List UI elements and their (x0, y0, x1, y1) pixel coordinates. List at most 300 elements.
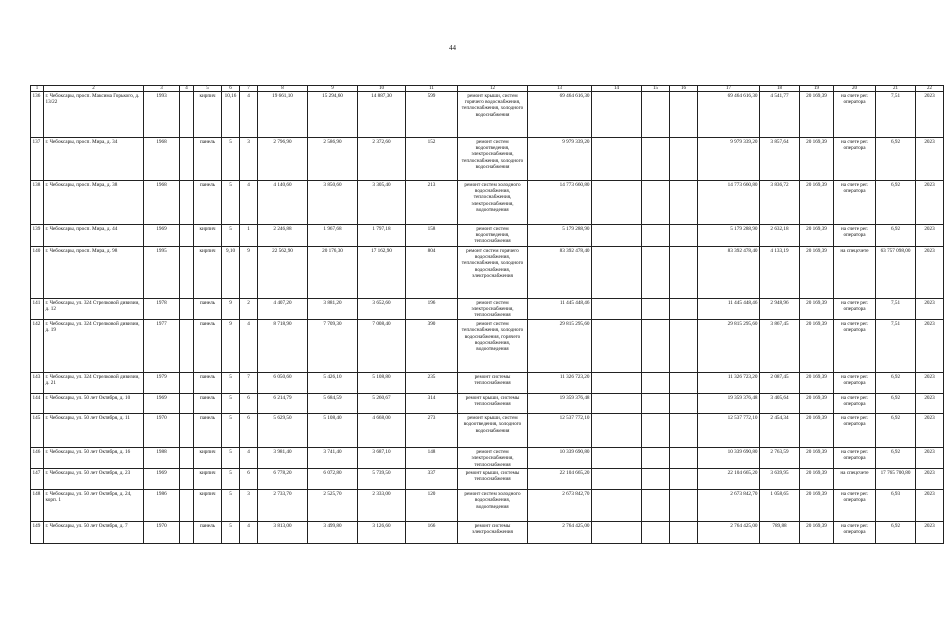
cost-cell: 9 979 339,20 (528, 138, 592, 181)
empty-cell (180, 299, 194, 320)
unit-cost-cell: 1 058,65 (760, 490, 800, 522)
row-number: 146 (31, 448, 44, 469)
residents-cell: 273 (406, 414, 458, 448)
empty-cell (642, 247, 670, 299)
wall-material-cell: кирпич (194, 247, 222, 299)
empty-cell (180, 92, 194, 138)
fund-method-cell: на счете рег. оператора (834, 490, 876, 522)
fund-cost-cell: 2 673 842,70 (698, 490, 760, 522)
residents-cell: 152 (406, 138, 458, 181)
premises-area-cell: 2 586,90 (308, 138, 358, 181)
premises-area-cell: 20 176,30 (308, 247, 358, 299)
row-number: 139 (31, 225, 44, 247)
empty-cell (180, 448, 194, 469)
residential-area-cell: 5 739,50 (358, 469, 406, 490)
entrances-cell: 6 (240, 469, 258, 490)
column-number-7: 7 (240, 86, 258, 92)
cost-cell: 19 359 376,48 (528, 394, 592, 414)
premises-area-cell: 3 881,20 (308, 299, 358, 320)
empty-cell (592, 181, 642, 225)
empty-cell (180, 490, 194, 522)
fund-cost-cell: 69 464 616,30 (698, 92, 760, 138)
table-row (31, 247, 944, 299)
empty-cell (670, 469, 698, 490)
address-cell: г. Чебоксары, ул. 324 Стрелковой дивизии, д. 21 (44, 373, 144, 394)
wall-material-cell: панель (194, 299, 222, 320)
total-area-cell: 4 407,20 (258, 299, 308, 320)
fund-cost-cell: 29 815 295,60 (698, 320, 760, 373)
year-cell: 1979 (144, 373, 180, 394)
limit-cost-cell: 20 169,39 (800, 522, 834, 544)
table-row (31, 490, 944, 522)
total-area-cell: 6 778,20 (258, 469, 308, 490)
repair-works-cell: ремонт систем теплоснабжения, холодного водоснабжения, горячего водоснабжения, водоотведения (458, 320, 528, 373)
wall-material-cell: панель (194, 181, 222, 225)
wall-material-cell: кирпич (194, 225, 222, 247)
limit-cost-cell: 20 169,39 (800, 448, 834, 469)
year-cell: 1977 (144, 320, 180, 373)
fund-cost-cell: 9 979 339,20 (698, 138, 760, 181)
address-cell: г. Чебоксары, ул. 50 лет Октября, д. 7 (44, 522, 144, 544)
fund-cost-cell: 22 104 665,20 (698, 469, 760, 490)
floors-cell: 9 (222, 299, 240, 320)
floors-cell: 5 (222, 138, 240, 181)
table-row (31, 373, 944, 394)
premises-area-cell: 5 684,59 (308, 394, 358, 414)
empty-cell (592, 299, 642, 320)
empty-cell (670, 448, 698, 469)
rate-cell: 6,92 (876, 448, 916, 469)
residential-area-cell: 4 668,00 (358, 414, 406, 448)
row-number: 136 (31, 92, 44, 138)
table-row (31, 320, 944, 373)
rate-cell: 7,51 (876, 320, 916, 373)
year-cell: 1970 (144, 414, 180, 448)
unit-cost-cell: 2 948,96 (760, 299, 800, 320)
address-cell: г. Чебоксары, ул. 50 лет Октября, д. 16 (44, 448, 144, 469)
year-cell: 1969 (144, 394, 180, 414)
floors-cell: 5 (222, 373, 240, 394)
column-number-18: 18 (760, 86, 800, 92)
unit-cost-cell: 4 133,19 (760, 247, 800, 299)
column-number-2: 2 (44, 86, 144, 92)
deadline-cell: 2023 (916, 299, 944, 320)
repair-works-cell: ремонт систем водоотведения, электроснабжения, теплоснабжения, холодного водоснабжения (458, 138, 528, 181)
entrances-cell: 4 (240, 448, 258, 469)
wall-material-cell: панель (194, 414, 222, 448)
row-number: 137 (31, 138, 44, 181)
wall-material-cell: панель (194, 373, 222, 394)
deadline-cell: 2023 (916, 320, 944, 373)
unit-cost-cell: 2 454,34 (760, 414, 800, 448)
fund-method-cell: на счете рег. оператора (834, 181, 876, 225)
row-number: 140 (31, 247, 44, 299)
limit-cost-cell: 20 169,39 (800, 490, 834, 522)
unit-cost-cell: 2 632,18 (760, 225, 800, 247)
entrances-cell: 9 (240, 247, 258, 299)
fund-cost-cell: 14 773 660,80 (698, 181, 760, 225)
residential-area-cell: 14 887,30 (358, 92, 406, 138)
empty-cell (180, 414, 194, 448)
column-number-4: 4 (180, 86, 194, 92)
wall-material-cell: кирпич (194, 490, 222, 522)
column-number-20: 20 (834, 86, 876, 92)
repair-works-cell: ремонт систем холодного водоснабжения, водоотведения (458, 490, 528, 522)
unit-cost-cell: 3 836,72 (760, 181, 800, 225)
unit-cost-cell: 2 763,59 (760, 448, 800, 469)
limit-cost-cell: 20 169,39 (800, 92, 834, 138)
repair-works-cell: ремонт крыши, системы теплоснабжения (458, 469, 528, 490)
table-row (31, 394, 944, 414)
cost-cell: 11 445 448,46 (528, 299, 592, 320)
residents-cell: 235 (406, 373, 458, 394)
fund-method-cell: на счете рег. оператора (834, 92, 876, 138)
deadline-cell: 2023 (916, 92, 944, 138)
year-cell: 1969 (144, 469, 180, 490)
empty-cell (670, 247, 698, 299)
column-number-12: 12 (458, 86, 528, 92)
deadline-cell: 2023 (916, 448, 944, 469)
total-area-cell: 6 214,79 (258, 394, 308, 414)
empty-cell (592, 469, 642, 490)
repair-works-cell: ремонт крыши, систем водоотведения, холодного водоснабжения (458, 414, 528, 448)
table-row (31, 469, 944, 490)
rate-cell: 6,92 (876, 414, 916, 448)
residential-area-cell: 2 372,60 (358, 138, 406, 181)
rate-cell: 6,92 (876, 181, 916, 225)
fund-method-cell: на счете рег. оператора (834, 373, 876, 394)
table-row (31, 448, 944, 469)
deadline-cell: 2023 (916, 490, 944, 522)
residents-cell: 166 (406, 522, 458, 544)
empty-cell (670, 373, 698, 394)
entrances-cell: 6 (240, 394, 258, 414)
repair-works-cell: ремонт крыши, систем горячего водоснабжения, теплоснабжения, холодного водоснабжения (458, 92, 528, 138)
row-number: 147 (31, 469, 44, 490)
empty-cell (642, 448, 670, 469)
repair-works-cell: ремонт систем электроснабжения, теплоснабжения (458, 299, 528, 320)
empty-cell (180, 469, 194, 490)
repair-works-cell: ремонт системы электроснабжения (458, 522, 528, 544)
year-cell: 1968 (144, 138, 180, 181)
empty-cell (592, 138, 642, 181)
rate-cell: 17 765 700,80 (876, 469, 916, 490)
empty-cell (642, 225, 670, 247)
row-number: 141 (31, 299, 44, 320)
deadline-cell: 2023 (916, 394, 944, 414)
floors-cell: 9 (222, 320, 240, 373)
residents-cell: 804 (406, 247, 458, 299)
entrances-cell: 3 (240, 138, 258, 181)
residential-area-cell: 5 108,80 (358, 373, 406, 394)
row-number: 149 (31, 522, 44, 544)
empty-cell (670, 92, 698, 138)
rate-cell: 63 757 098,00 (876, 247, 916, 299)
limit-cost-cell: 20 169,39 (800, 247, 834, 299)
empty-cell (180, 225, 194, 247)
row-number: 143 (31, 373, 44, 394)
premises-area-cell: 2 525,70 (308, 490, 358, 522)
table-row (31, 92, 944, 138)
empty-cell (642, 181, 670, 225)
wall-material-cell: кирпич (194, 448, 222, 469)
residential-area-cell: 3 687,10 (358, 448, 406, 469)
fund-cost-cell: 10 339 690,80 (698, 448, 760, 469)
total-area-cell: 22 562,90 (258, 247, 308, 299)
residents-cell: 599 (406, 92, 458, 138)
premises-area-cell: 3 499,80 (308, 522, 358, 544)
year-cell: 1968 (144, 181, 180, 225)
residential-area-cell: 2 333,00 (358, 490, 406, 522)
limit-cost-cell: 20 169,39 (800, 138, 834, 181)
entrances-cell: 1 (240, 225, 258, 247)
empty-cell (670, 522, 698, 544)
premises-area-cell: 3 850,60 (308, 181, 358, 225)
column-number-17: 17 (698, 86, 760, 92)
fund-method-cell: на счете рег. оператора (834, 522, 876, 544)
address-cell: г. Чебоксары, ул. 324 Стрелковой дивизии, д. 19 (44, 320, 144, 373)
rate-cell: 7,51 (876, 92, 916, 138)
empty-cell (592, 92, 642, 138)
year-cell: 1988 (144, 448, 180, 469)
column-number-5: 5 (194, 86, 222, 92)
address-cell: г. Чебоксары, ул. 324 Стрелковой дивизии, д. 12 (44, 299, 144, 320)
limit-cost-cell: 20 169,39 (800, 414, 834, 448)
fund-cost-cell: 12 537 772,10 (698, 414, 760, 448)
premises-area-cell: 5 108,40 (308, 414, 358, 448)
limit-cost-cell: 20 169,39 (800, 181, 834, 225)
residents-cell: 158 (406, 225, 458, 247)
empty-cell (642, 490, 670, 522)
rate-cell: 6,92 (876, 373, 916, 394)
address-cell: г. Чебоксары, ул. 50 лет Октября, д. 10 (44, 394, 144, 414)
entrances-cell: 4 (240, 181, 258, 225)
fund-method-cell: на счете рег. оператора (834, 448, 876, 469)
empty-cell (670, 394, 698, 414)
residential-area-cell: 5 260,67 (358, 394, 406, 414)
deadline-cell: 2023 (916, 138, 944, 181)
address-cell: г. Чебоксары, просп. Мира, д. 38 (44, 181, 144, 225)
premises-area-cell: 6 072,80 (308, 469, 358, 490)
residential-area-cell: 3 305,40 (358, 181, 406, 225)
residential-area-cell: 7 008,40 (358, 320, 406, 373)
column-number-11: 11 (406, 86, 458, 92)
row-number: 148 (31, 490, 44, 522)
floors-cell: 5 (222, 490, 240, 522)
entrances-cell: 7 (240, 373, 258, 394)
total-area-cell: 19 661,10 (258, 92, 308, 138)
floors-cell: 5 (222, 394, 240, 414)
empty-cell (592, 448, 642, 469)
empty-cell (180, 373, 194, 394)
repair-works-cell: ремонт крыши, системы теплоснабжения (458, 394, 528, 414)
unit-cost-cell: 3 639,95 (760, 469, 800, 490)
empty-cell (642, 394, 670, 414)
residents-cell: 213 (406, 181, 458, 225)
limit-cost-cell: 20 169,39 (800, 320, 834, 373)
year-cell: 1970 (144, 522, 180, 544)
wall-material-cell: кирпич (194, 92, 222, 138)
capital-repair-table (30, 85, 944, 544)
limit-cost-cell: 20 169,39 (800, 394, 834, 414)
column-number-8: 8 (258, 86, 308, 92)
total-area-cell: 8 718,90 (258, 320, 308, 373)
year-cell: 1986 (144, 490, 180, 522)
deadline-cell: 2023 (916, 469, 944, 490)
column-number-6: 6 (222, 86, 240, 92)
empty-cell (592, 320, 642, 373)
limit-cost-cell: 20 169,39 (800, 469, 834, 490)
entrances-cell: 3 (240, 490, 258, 522)
fund-method-cell: на счете рег. оператора (834, 225, 876, 247)
column-number-16: 16 (670, 86, 698, 92)
empty-cell (180, 138, 194, 181)
rate-cell: 6,93 (876, 490, 916, 522)
page-number: 44 (449, 44, 456, 52)
address-cell: г. Чебоксары, просп. Мира, д. 44 (44, 225, 144, 247)
fund-cost-cell: 11 326 723,20 (698, 373, 760, 394)
total-area-cell: 2 796,90 (258, 138, 308, 181)
total-area-cell: 5 629,50 (258, 414, 308, 448)
empty-cell (642, 469, 670, 490)
deadline-cell: 2023 (916, 225, 944, 247)
premises-area-cell: 5 426,10 (308, 373, 358, 394)
empty-cell (592, 394, 642, 414)
fund-method-cell: на счете рег. оператора (834, 320, 876, 373)
limit-cost-cell: 20 169,39 (800, 373, 834, 394)
year-cell: 1995 (144, 247, 180, 299)
fund-method-cell: на счете рег. оператора (834, 138, 876, 181)
empty-cell (670, 225, 698, 247)
entrances-cell: 6 (240, 414, 258, 448)
empty-cell (642, 138, 670, 181)
rate-cell: 6,92 (876, 394, 916, 414)
fund-method-cell: на счете рег. оператора (834, 414, 876, 448)
entrances-cell: 4 (240, 92, 258, 138)
floors-cell: 9,10 (222, 247, 240, 299)
table-body (31, 92, 944, 544)
fund-method-cell: на спецсчете (834, 247, 876, 299)
fund-method-cell: на счете рег. оператора (834, 299, 876, 320)
limit-cost-cell: 20 169,39 (800, 299, 834, 320)
entrances-cell: 4 (240, 522, 258, 544)
entrances-cell: 4 (240, 320, 258, 373)
deadline-cell: 2023 (916, 247, 944, 299)
residents-cell: 390 (406, 320, 458, 373)
row-number: 142 (31, 320, 44, 373)
empty-cell (180, 181, 194, 225)
fund-cost-cell: 83 392 478,40 (698, 247, 760, 299)
cost-cell: 12 537 772,10 (528, 414, 592, 448)
wall-material-cell: панель (194, 522, 222, 544)
premises-area-cell: 3 741,40 (308, 448, 358, 469)
cost-cell: 5 179 288,90 (528, 225, 592, 247)
rate-cell: 6,92 (876, 138, 916, 181)
wall-material-cell: кирпич (194, 469, 222, 490)
empty-cell (670, 414, 698, 448)
empty-cell (180, 522, 194, 544)
wall-material-cell: панель (194, 320, 222, 373)
residential-area-cell: 3 652,60 (358, 299, 406, 320)
rate-cell: 6,92 (876, 225, 916, 247)
total-area-cell: 3 813,00 (258, 522, 308, 544)
empty-cell (642, 299, 670, 320)
cost-cell: 14 773 660,80 (528, 181, 592, 225)
fund-cost-cell: 2 764 425,00 (698, 522, 760, 544)
year-cell: 1969 (144, 225, 180, 247)
row-number: 145 (31, 414, 44, 448)
empty-cell (592, 414, 642, 448)
empty-cell (642, 92, 670, 138)
empty-cell (642, 522, 670, 544)
column-number-3: 3 (144, 86, 180, 92)
residents-cell: 314 (406, 394, 458, 414)
empty-cell (592, 225, 642, 247)
column-number-21: 21 (876, 86, 916, 92)
deadline-cell: 2023 (916, 414, 944, 448)
premises-area-cell: 7 709,30 (308, 320, 358, 373)
empty-cell (592, 373, 642, 394)
address-cell: г. Чебоксары, просп. Мира, д. 34 (44, 138, 144, 181)
residents-cell: 120 (406, 490, 458, 522)
rate-cell: 6,92 (876, 522, 916, 544)
fund-cost-cell: 11 445 448,46 (698, 299, 760, 320)
table-row (31, 181, 944, 225)
rate-cell: 7,51 (876, 299, 916, 320)
column-number-1: 1 (31, 86, 44, 92)
total-area-cell: 2 246,88 (258, 225, 308, 247)
year-cell: 1993 (144, 92, 180, 138)
floors-cell: 5 (222, 414, 240, 448)
cost-cell: 11 326 723,20 (528, 373, 592, 394)
address-cell: г. Чебоксары, ул. 50 лет Октября, д. 11 (44, 414, 144, 448)
total-area-cell: 6 050,60 (258, 373, 308, 394)
floors-cell: 5 (222, 181, 240, 225)
cost-cell: 83 392 478,40 (528, 247, 592, 299)
residents-cell: 148 (406, 448, 458, 469)
column-number-13: 13 (528, 86, 592, 92)
column-number-19: 19 (800, 86, 834, 92)
unit-cost-cell: 3 857,64 (760, 138, 800, 181)
empty-cell (592, 247, 642, 299)
empty-cell (180, 320, 194, 373)
deadline-cell: 2023 (916, 181, 944, 225)
empty-cell (642, 414, 670, 448)
cost-cell: 10 339 690,80 (528, 448, 592, 469)
table-row (31, 414, 944, 448)
row-number: 138 (31, 181, 44, 225)
floors-cell: 5 (222, 448, 240, 469)
residents-cell: 196 (406, 299, 458, 320)
fund-cost-cell: 5 179 288,90 (698, 225, 760, 247)
empty-cell (670, 490, 698, 522)
residents-cell: 337 (406, 469, 458, 490)
wall-material-cell: панель (194, 394, 222, 414)
entrances-cell: 2 (240, 299, 258, 320)
premises-area-cell: 1 967,68 (308, 225, 358, 247)
empty-cell (180, 394, 194, 414)
empty-cell (670, 299, 698, 320)
total-area-cell: 2 733,70 (258, 490, 308, 522)
unit-cost-cell: 789,88 (760, 522, 800, 544)
fund-method-cell: на спецсчете (834, 469, 876, 490)
residential-area-cell: 17 162,90 (358, 247, 406, 299)
unit-cost-cell: 4 541,77 (760, 92, 800, 138)
empty-cell (180, 247, 194, 299)
repair-works-cell: ремонт систем электроснабжения, теплоснабжения (458, 448, 528, 469)
table-row (31, 522, 944, 544)
cost-cell: 29 815 295,60 (528, 320, 592, 373)
